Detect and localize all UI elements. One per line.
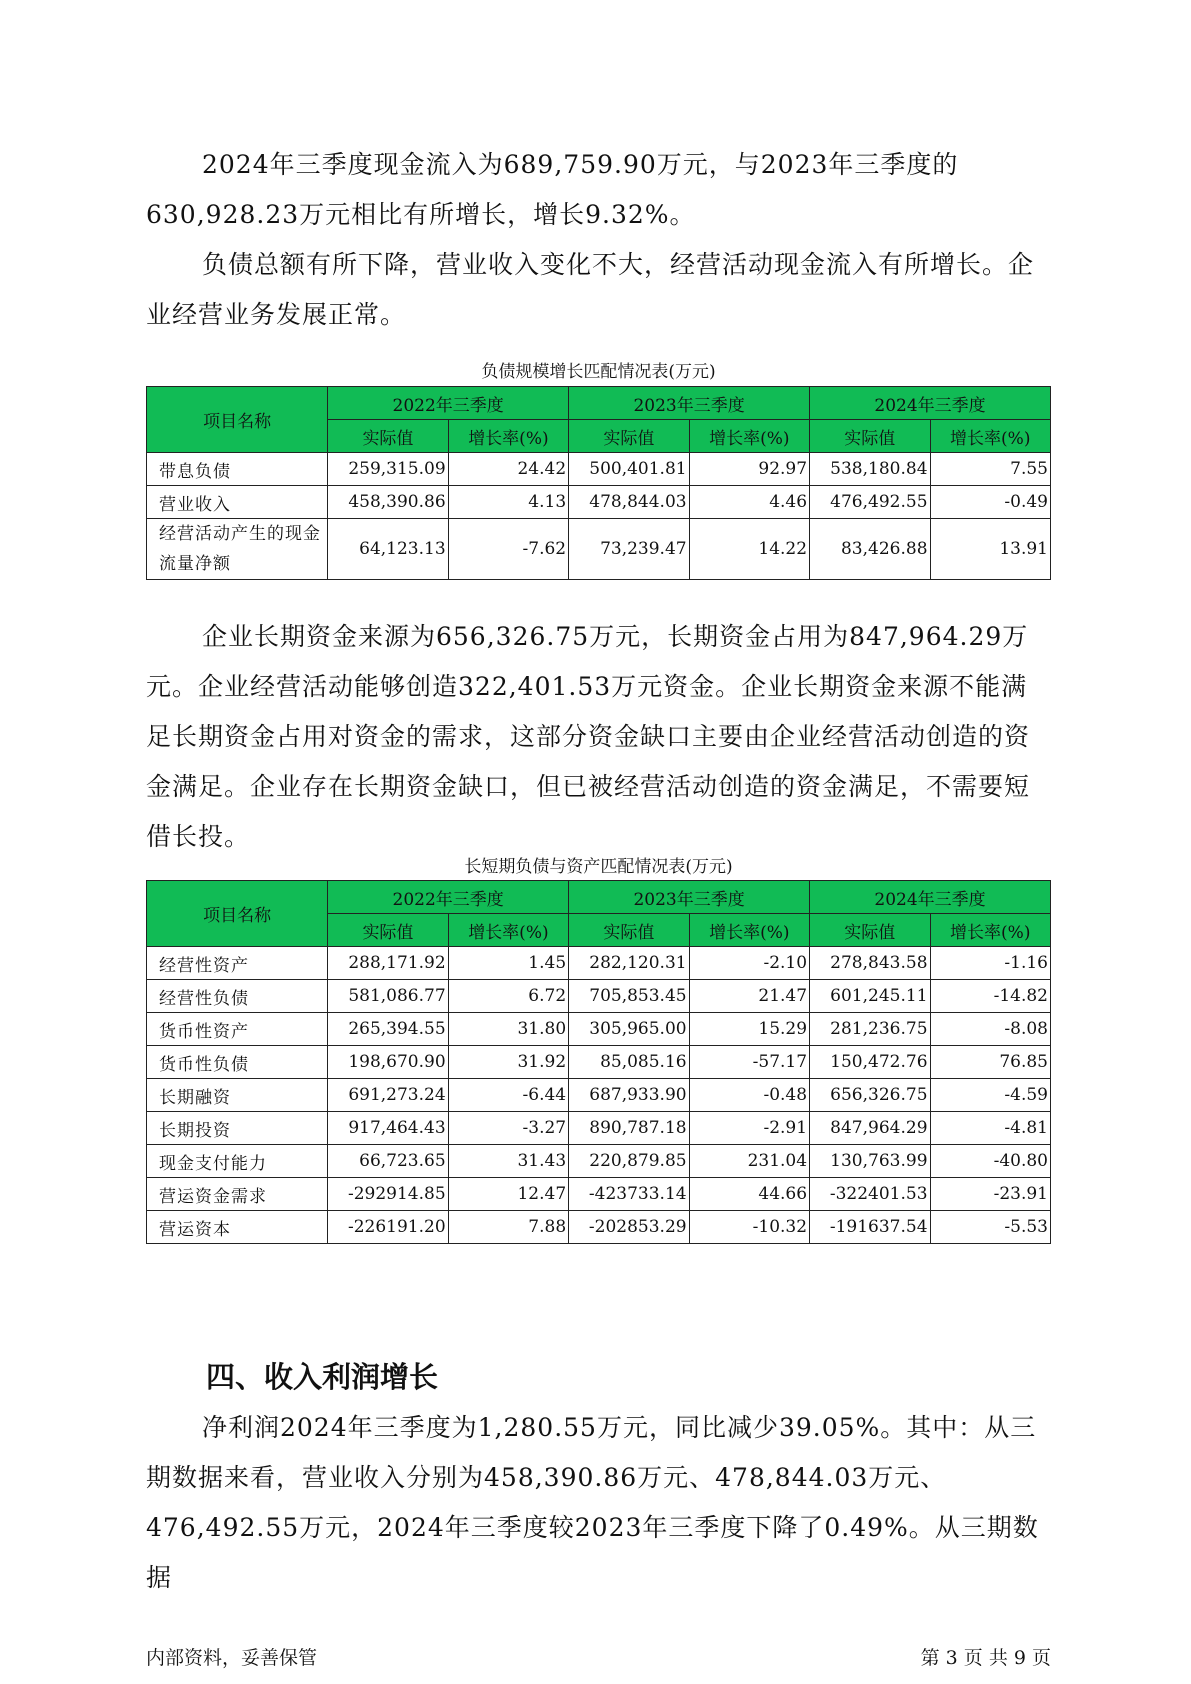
cell-growth-rate: 14.22 [689,519,809,580]
table2-header-period: 2022年三季度 [328,881,569,914]
cell-actual-value: 288,171.92 [328,947,448,980]
cell-actual-value: -322401.53 [810,1178,930,1211]
cell-growth-rate: -3.27 [448,1112,568,1145]
cell-actual-value: 265,394.55 [328,1013,448,1046]
cell-actual-value: 656,326.75 [810,1079,930,1112]
cell-growth-rate: -40.80 [930,1145,1050,1178]
table-row [147,1112,1051,1145]
cell-actual-value: 198,670.90 [328,1046,448,1079]
table2-subheader-actual: 实际值 [810,914,930,947]
cell-actual-value: 687,933.90 [569,1079,689,1112]
debt-growth-table [146,386,1051,580]
table2-subheader-actual: 实际值 [328,914,448,947]
table1-header-period: 2023年三季度 [569,387,810,420]
row-label: 货币性负债 [147,1046,328,1079]
paragraph-cash-inflow: 2024年三季度现金流入为689,759.90万元，与2023年三季度的630,928.23万元相比有所增长，增长9.32%。 [146,150,959,229]
cell-growth-rate: -4.59 [930,1079,1050,1112]
table2-header-period: 2023年三季度 [569,881,810,914]
cell-growth-rate: 76.85 [930,1046,1050,1079]
cell-growth-rate: 12.47 [448,1178,568,1211]
cell-actual-value: 259,315.09 [328,453,448,486]
table-row [147,947,1051,980]
cell-growth-rate: 44.66 [689,1178,809,1211]
cell-growth-rate: 31.43 [448,1145,568,1178]
row-label: 营运资金需求 [147,1178,328,1211]
table2-subheader-growth: 增长率(%) [689,914,809,947]
section-heading: 四、收入利润增长 [206,1360,439,1394]
cell-growth-rate: -57.17 [689,1046,809,1079]
table-row [147,1211,1051,1244]
table-row [147,1145,1051,1178]
row-label: 营业收入 [147,486,328,519]
footer-confidential: 内部资料，妥善保管 [146,1647,318,1669]
cell-growth-rate: 31.80 [448,1013,568,1046]
cell-growth-rate: -14.82 [930,980,1050,1013]
row-label: 营运资本 [147,1211,328,1244]
row-label: 经营性资产 [147,947,328,980]
cell-growth-rate: 4.46 [689,486,809,519]
cell-actual-value: 458,390.86 [328,486,448,519]
paragraph-long-term-funds: 企业长期资金来源为656,326.75万元，长期资金占用为847,964.29万元。企业经营活动能够创造322,401.53万元资金。企业长期资金来源不能满足长期资金占用对资金的需求，这部分资金缺口主要由企业经营活动创造的资金满足。企业存在长期资金缺口，但已被经营活动创造的资金满足，不需要短借长投。 [146,622,1031,851]
cell-growth-rate: -23.91 [930,1178,1050,1211]
table2-caption: 长短期负债与资产匹配情况表(万元) [464,857,733,877]
cell-actual-value: 890,787.18 [569,1112,689,1145]
cell-growth-rate: -1.16 [930,947,1050,980]
cell-actual-value: 917,464.43 [328,1112,448,1145]
table-row [147,1046,1051,1079]
cell-actual-value: 130,763.99 [810,1145,930,1178]
paragraph-debt-summary: 负债总额有所下降，营业收入变化不大，经营活动现金流入有所增长。企业经营业务发展正常。 [146,250,1035,329]
row-label: 经营活动产生的现金流量净额 [147,519,328,580]
cell-actual-value: 83,426.88 [810,519,930,580]
cell-growth-rate: 15.29 [689,1013,809,1046]
cell-growth-rate: -6.44 [448,1079,568,1112]
cell-growth-rate: 7.88 [448,1211,568,1244]
table2-subheader-growth: 增长率(%) [930,914,1050,947]
table2-header-period: 2024年三季度 [810,881,1051,914]
cell-growth-rate: 21.47 [689,980,809,1013]
table1-header-item: 项目名称 [147,387,328,453]
cell-actual-value: 66,723.65 [328,1145,448,1178]
cell-growth-rate: 24.42 [448,453,568,486]
cell-growth-rate: -0.49 [930,486,1050,519]
cell-actual-value: 281,236.75 [810,1013,930,1046]
row-label: 现金支付能力 [147,1145,328,1178]
cell-growth-rate: -7.62 [448,519,568,580]
table1-subheader-actual: 实际值 [569,420,689,453]
table-row [147,1178,1051,1211]
table2-subheader-growth: 增长率(%) [448,914,568,947]
cell-growth-rate: 92.97 [689,453,809,486]
cell-actual-value: 691,273.24 [328,1079,448,1112]
cell-growth-rate: -8.08 [930,1013,1050,1046]
cell-actual-value: 601,245.11 [810,980,930,1013]
cell-actual-value: 305,965.00 [569,1013,689,1046]
table1-subheader-growth: 增长率(%) [448,420,568,453]
cell-actual-value: 150,472.76 [810,1046,930,1079]
row-label: 长期投资 [147,1112,328,1145]
cell-actual-value: 220,879.85 [569,1145,689,1178]
cell-actual-value: 64,123.13 [328,519,448,580]
cell-actual-value: 847,964.29 [810,1112,930,1145]
cell-actual-value: 282,120.31 [569,947,689,980]
cell-growth-rate: 31.92 [448,1046,568,1079]
cell-growth-rate: -2.10 [689,947,809,980]
table1-subheader-growth: 增长率(%) [930,420,1050,453]
table1-header-period: 2024年三季度 [810,387,1051,420]
row-label: 经营性负债 [147,980,328,1013]
table1-caption: 负债规模增长匹配情况表(万元) [481,362,716,382]
cell-growth-rate: -4.81 [930,1112,1050,1145]
cell-actual-value: 478,844.03 [569,486,689,519]
table-row [147,453,1051,486]
cell-growth-rate: 1.45 [448,947,568,980]
cell-growth-rate: 231.04 [689,1145,809,1178]
table-row [147,1079,1051,1112]
table1-header-period: 2022年三季度 [328,387,569,420]
table-row [147,486,1051,519]
asset-liability-table [146,880,1051,1244]
cell-growth-rate: 4.13 [448,486,568,519]
row-label: 带息负债 [147,453,328,486]
cell-actual-value: 500,401.81 [569,453,689,486]
cell-growth-rate: -10.32 [689,1211,809,1244]
footer-page-number: 第 3 页 共 9 页 [920,1647,1051,1669]
table2-subheader-actual: 实际值 [569,914,689,947]
table-row [147,519,1051,580]
cell-actual-value: 705,853.45 [569,980,689,1013]
cell-actual-value: -191637.54 [810,1211,930,1244]
cell-actual-value: -292914.85 [328,1178,448,1211]
cell-growth-rate: 7.55 [930,453,1050,486]
cell-actual-value: 581,086.77 [328,980,448,1013]
cell-actual-value: -202853.29 [569,1211,689,1244]
cell-growth-rate: -2.91 [689,1112,809,1145]
cell-actual-value: 85,085.16 [569,1046,689,1079]
table1-subheader-actual: 实际值 [810,420,930,453]
table-row [147,980,1051,1013]
cell-growth-rate: 6.72 [448,980,568,1013]
table1-subheader-actual: 实际值 [328,420,448,453]
cell-actual-value: -423733.14 [569,1178,689,1211]
table2-header-item: 项目名称 [147,881,328,947]
table1-subheader-growth: 增长率(%) [689,420,809,453]
cell-growth-rate: 13.91 [930,519,1050,580]
cell-actual-value: 73,239.47 [569,519,689,580]
table-row [147,1013,1051,1046]
cell-actual-value: 278,843.58 [810,947,930,980]
cell-actual-value: -226191.20 [328,1211,448,1244]
cell-actual-value: 476,492.55 [810,486,930,519]
cell-growth-rate: -0.48 [689,1079,809,1112]
cell-growth-rate: -5.53 [930,1211,1050,1244]
cell-actual-value: 538,180.84 [810,453,930,486]
row-label: 货币性资产 [147,1013,328,1046]
paragraph-net-profit: 净利润2024年三季度为1,280.55万元，同比减少39.05%。其中：从三期数据来看，营业收入分别为458,390.86万元、478,844.03万元、476,492.55万元，2024年三季度较2023年三季度下降了0.49%。从三期数据 [146,1413,1039,1592]
row-label: 长期融资 [147,1079,328,1112]
